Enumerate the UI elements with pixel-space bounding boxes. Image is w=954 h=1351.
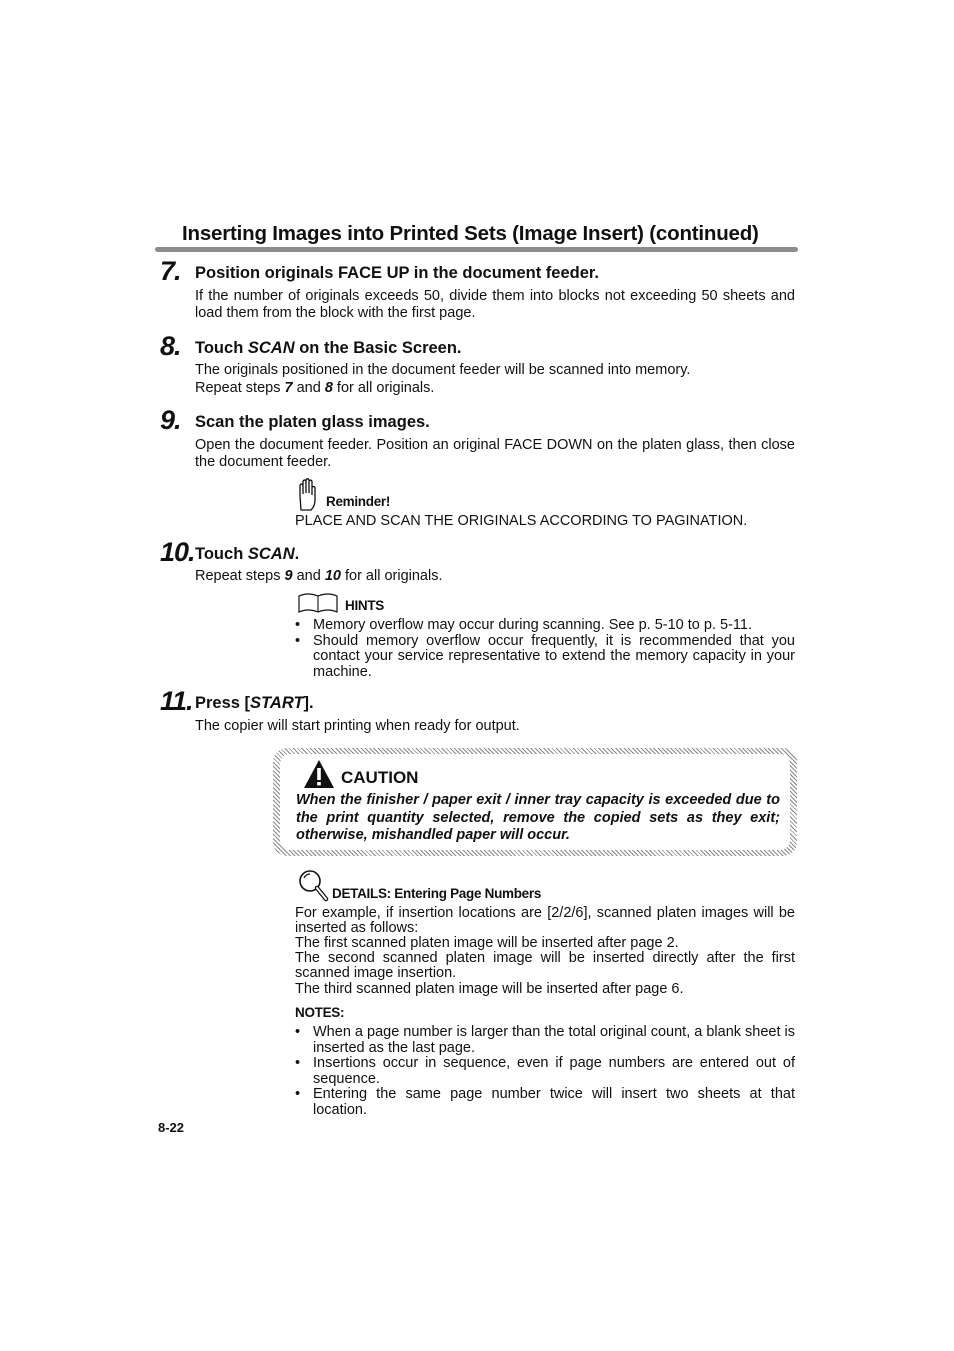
step-7-heading: Position originals FACE UP in the document feeder. — [195, 264, 600, 282]
step-7-number: 7. — [160, 256, 181, 286]
list-item: • Entering the same page number twice will insert two sheets at that location. — [295, 1086, 795, 1118]
list-item: • Should memory overflow occur frequently, it is recommended that you contact your service representative to extend the memory capacity in your machine. — [295, 632, 795, 680]
step-8-number: 8. — [160, 331, 181, 361]
step-7-body: If the number of originals exceeds 50, divide them into blocks not exceeding 50 sheets and load them from the block with the first page. — [195, 288, 795, 321]
list-item: • Memory overflow may occur during scanning. See p. 5-10 to p. 5-11. — [295, 617, 752, 633]
details-para-4: The third scanned platen image will be inserted after page 6. — [295, 981, 684, 997]
title-rule — [155, 247, 798, 252]
page-title: Inserting Images into Printed Sets (Image Insert) (continued) — [182, 222, 759, 245]
step-10-body: Repeat steps 9 and 10 for all originals. — [195, 568, 443, 584]
page-number: 8-22 — [158, 1120, 185, 1135]
step-9-number: 9. — [160, 405, 181, 435]
details-para-1: For example, if insertion locations are [2/2/6], scanned platen images will be inserted as follows: — [295, 905, 795, 937]
list-item: • When a page number is larger than the total original count, a blank sheet is inserted as the last page. — [295, 1024, 796, 1056]
details-para-2: The first scanned platen image will be inserted after page 2. — [295, 935, 679, 951]
step-9-body: Open the document feeder. Position an original FACE DOWN on the platen glass, then close the document feeder. — [195, 437, 795, 470]
warning-triangle-icon — [303, 759, 335, 789]
step-8-body-line-2: Repeat steps 7 and 8 for all originals. — [195, 380, 435, 396]
hand-icon — [297, 478, 321, 512]
step-11-number: 11. — [160, 686, 193, 716]
step-10-number: 10. — [160, 537, 195, 567]
details-para-3: The second scanned platen image will be inserted directly after the first scanned image insertion. — [295, 950, 795, 982]
book-icon — [297, 592, 339, 614]
list-item: • Insertions occur in sequence, even if page numbers are entered out of sequence. — [295, 1055, 795, 1087]
details-title: DETAILS: Entering Page Numbers — [332, 886, 542, 901]
step-11-body: The copier will start printing when ready for output. — [195, 718, 520, 734]
notes-title: NOTES: — [295, 1005, 345, 1020]
magnifier-icon — [297, 868, 329, 902]
notes-list — [295, 1025, 795, 1118]
step-8-body-line-1: The originals positioned in the document feeder will be scanned into memory. — [195, 362, 691, 378]
hints-title: HINTS — [345, 598, 385, 613]
hints-list — [295, 618, 795, 680]
step-11-heading: Press [START]. — [195, 694, 314, 712]
step-10-heading: Touch SCAN. — [195, 545, 300, 563]
caution-title: CAUTION — [341, 768, 419, 787]
reminder-text: PLACE AND SCAN THE ORIGINALS ACCORDING TO PAGINATION. — [295, 513, 748, 529]
caution-box — [273, 748, 797, 856]
step-8-heading: Touch SCAN on the Basic Screen. — [195, 339, 462, 357]
caution-text: When the finisher / paper exit / inner tray capacity is exceeded due to the print quantity selected, remove the copied sets as they exit; otherwise, mishandled paper will occur. — [296, 792, 780, 843]
step-9-heading: Scan the platen glass images. — [195, 413, 430, 431]
reminder-title: Reminder! — [326, 494, 391, 509]
